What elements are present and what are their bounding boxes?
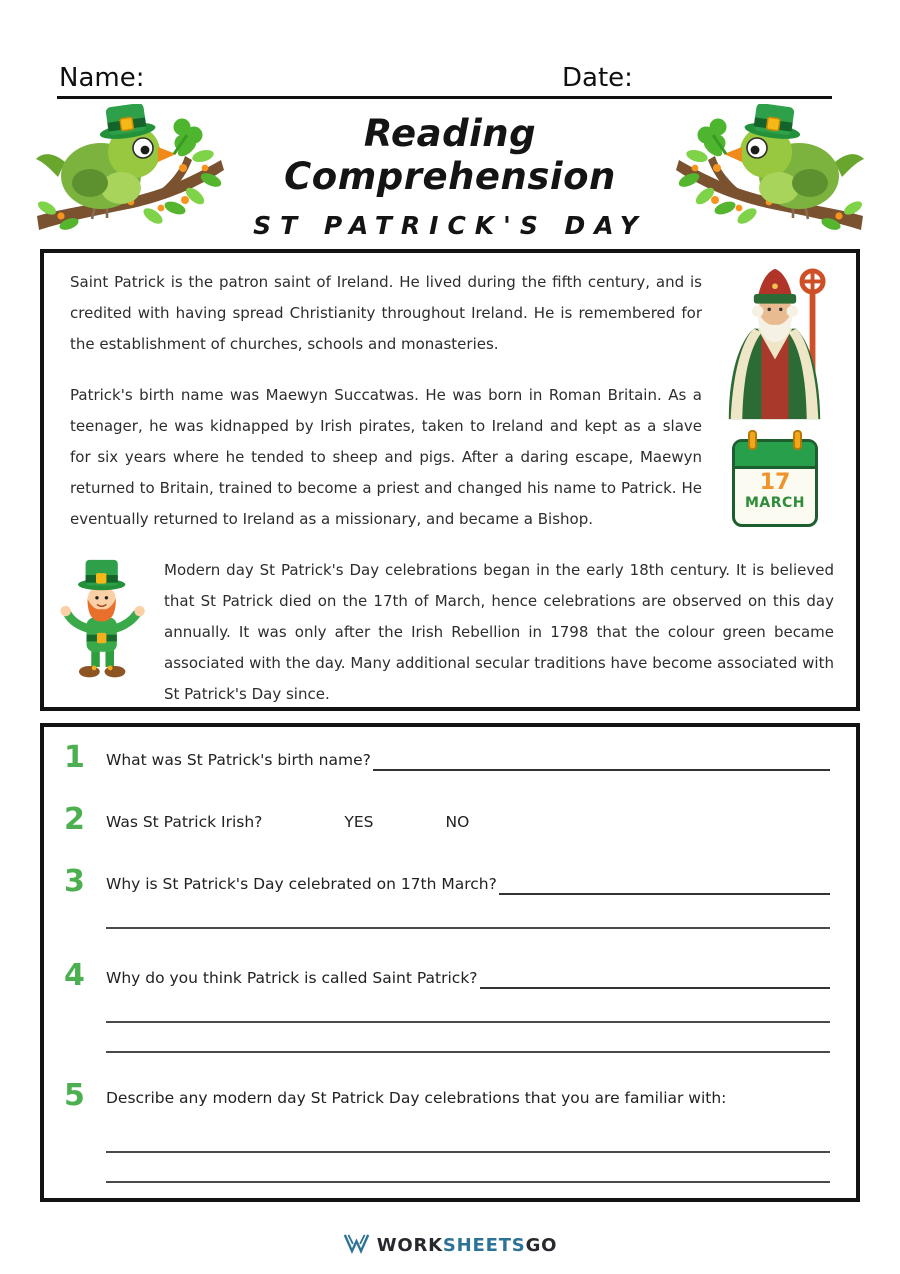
passage-paragraph-2: Patrick's birth name was Maewyn Succatwas. He was born in Roman Britain. As a teenager, he was kidnapped by Irish pirates, taken to Ireland and kept as a slave for six years where he tended to sheep and pigs. After a daring escape, Maewyn returned to Britain, trained to become a priest and changed his name to Patrick. He eventually returned to Ireland as a missionary, and became a Bishop. — [70, 386, 702, 528]
question-4-answer-line-2[interactable] — [106, 1021, 830, 1023]
page-subtitle: ST PATRICK'S DAY — [253, 211, 647, 240]
question-2-number: 2 — [64, 802, 85, 837]
question-1 — [64, 740, 830, 775]
calendar-header — [735, 442, 815, 469]
passage-illustrations-column — [716, 267, 834, 537]
question-3-text: Why is St Patrick's Day celebrated on 17th March? — [106, 875, 497, 893]
question-4-text: Why do you think Patrick is called Saint Patrick? — [106, 969, 478, 987]
question-3-answer-line[interactable] — [499, 873, 830, 895]
brand-work: WORK — [376, 1234, 443, 1256]
date-label: Date: — [562, 63, 633, 93]
question-2-option-no[interactable]: NO — [445, 813, 470, 831]
name-date-fill-line[interactable] — [57, 54, 832, 99]
st-patrick-icon — [719, 267, 831, 425]
calendar-day: 17 — [759, 470, 791, 495]
question-1-number: 1 — [64, 740, 85, 775]
question-5-text: Describe any modern day St Patrick Day celebrations that you are familiar with: — [106, 1089, 727, 1107]
question-2 — [64, 802, 830, 837]
bird-branch-icon — [34, 104, 226, 236]
bird-branch-icon-mirrored — [674, 104, 866, 236]
question-3-number: 3 — [64, 864, 85, 899]
questions-box — [40, 723, 860, 1202]
passage-box — [40, 249, 860, 711]
page-title: Reading Comprehension — [284, 112, 616, 198]
question-2-option-yes[interactable]: YES — [344, 813, 374, 831]
brand-text — [377, 1235, 558, 1256]
calendar-pin-icon — [748, 430, 757, 450]
question-1-text: What was St Patrick's birth name? — [106, 751, 371, 769]
question-3 — [64, 864, 830, 899]
question-2-text: Was St Patrick Irish? — [106, 813, 263, 831]
header-titles — [230, 112, 670, 240]
worksheetsgo-logo-icon — [343, 1231, 370, 1259]
brand-go: GO — [525, 1234, 558, 1256]
calendar-march-17-icon — [732, 439, 818, 527]
calendar-pin-icon — [793, 430, 802, 450]
question-5-number: 5 — [64, 1078, 85, 1113]
leprechaun-icon — [60, 557, 150, 685]
brand-sheets: SHEETS — [442, 1234, 526, 1256]
name-label: Name: — [59, 63, 145, 93]
passage-paragraph-3-block — [70, 555, 834, 710]
header — [34, 102, 866, 240]
question-5 — [64, 1078, 830, 1113]
question-4-answer-line-3[interactable] — [106, 1051, 830, 1053]
question-1-answer-line[interactable] — [373, 749, 830, 771]
question-4 — [64, 958, 830, 993]
question-4-answer-line[interactable] — [480, 967, 830, 989]
question-4-number: 4 — [64, 958, 85, 993]
passage-paragraph-1: Saint Patrick is the patron saint of Ireland. He lived during the fifth century, and is credited with having spread Christianity throughout Ireland. He is remembered for the establishment of churches, schools and monasteries. — [70, 273, 702, 353]
question-5-answer-line-2[interactable] — [106, 1181, 830, 1183]
footer-brand — [0, 1231, 900, 1259]
calendar-month: MARCH — [744, 495, 806, 511]
question-3-answer-line-2[interactable] — [106, 927, 830, 929]
question-5-answer-line-1[interactable] — [106, 1151, 830, 1153]
passage-paragraph-3: Modern day St Patrick's Day celebrations began in the early 18th century. It is believed that St Patrick died on the 17th of March, hence celebrations are observed on this day annually. It was only after the Irish Rebellion in 1798 that the colour green became associated with the day. Many additional secular traditions have become associated with St Patrick's Day since. — [164, 561, 834, 703]
